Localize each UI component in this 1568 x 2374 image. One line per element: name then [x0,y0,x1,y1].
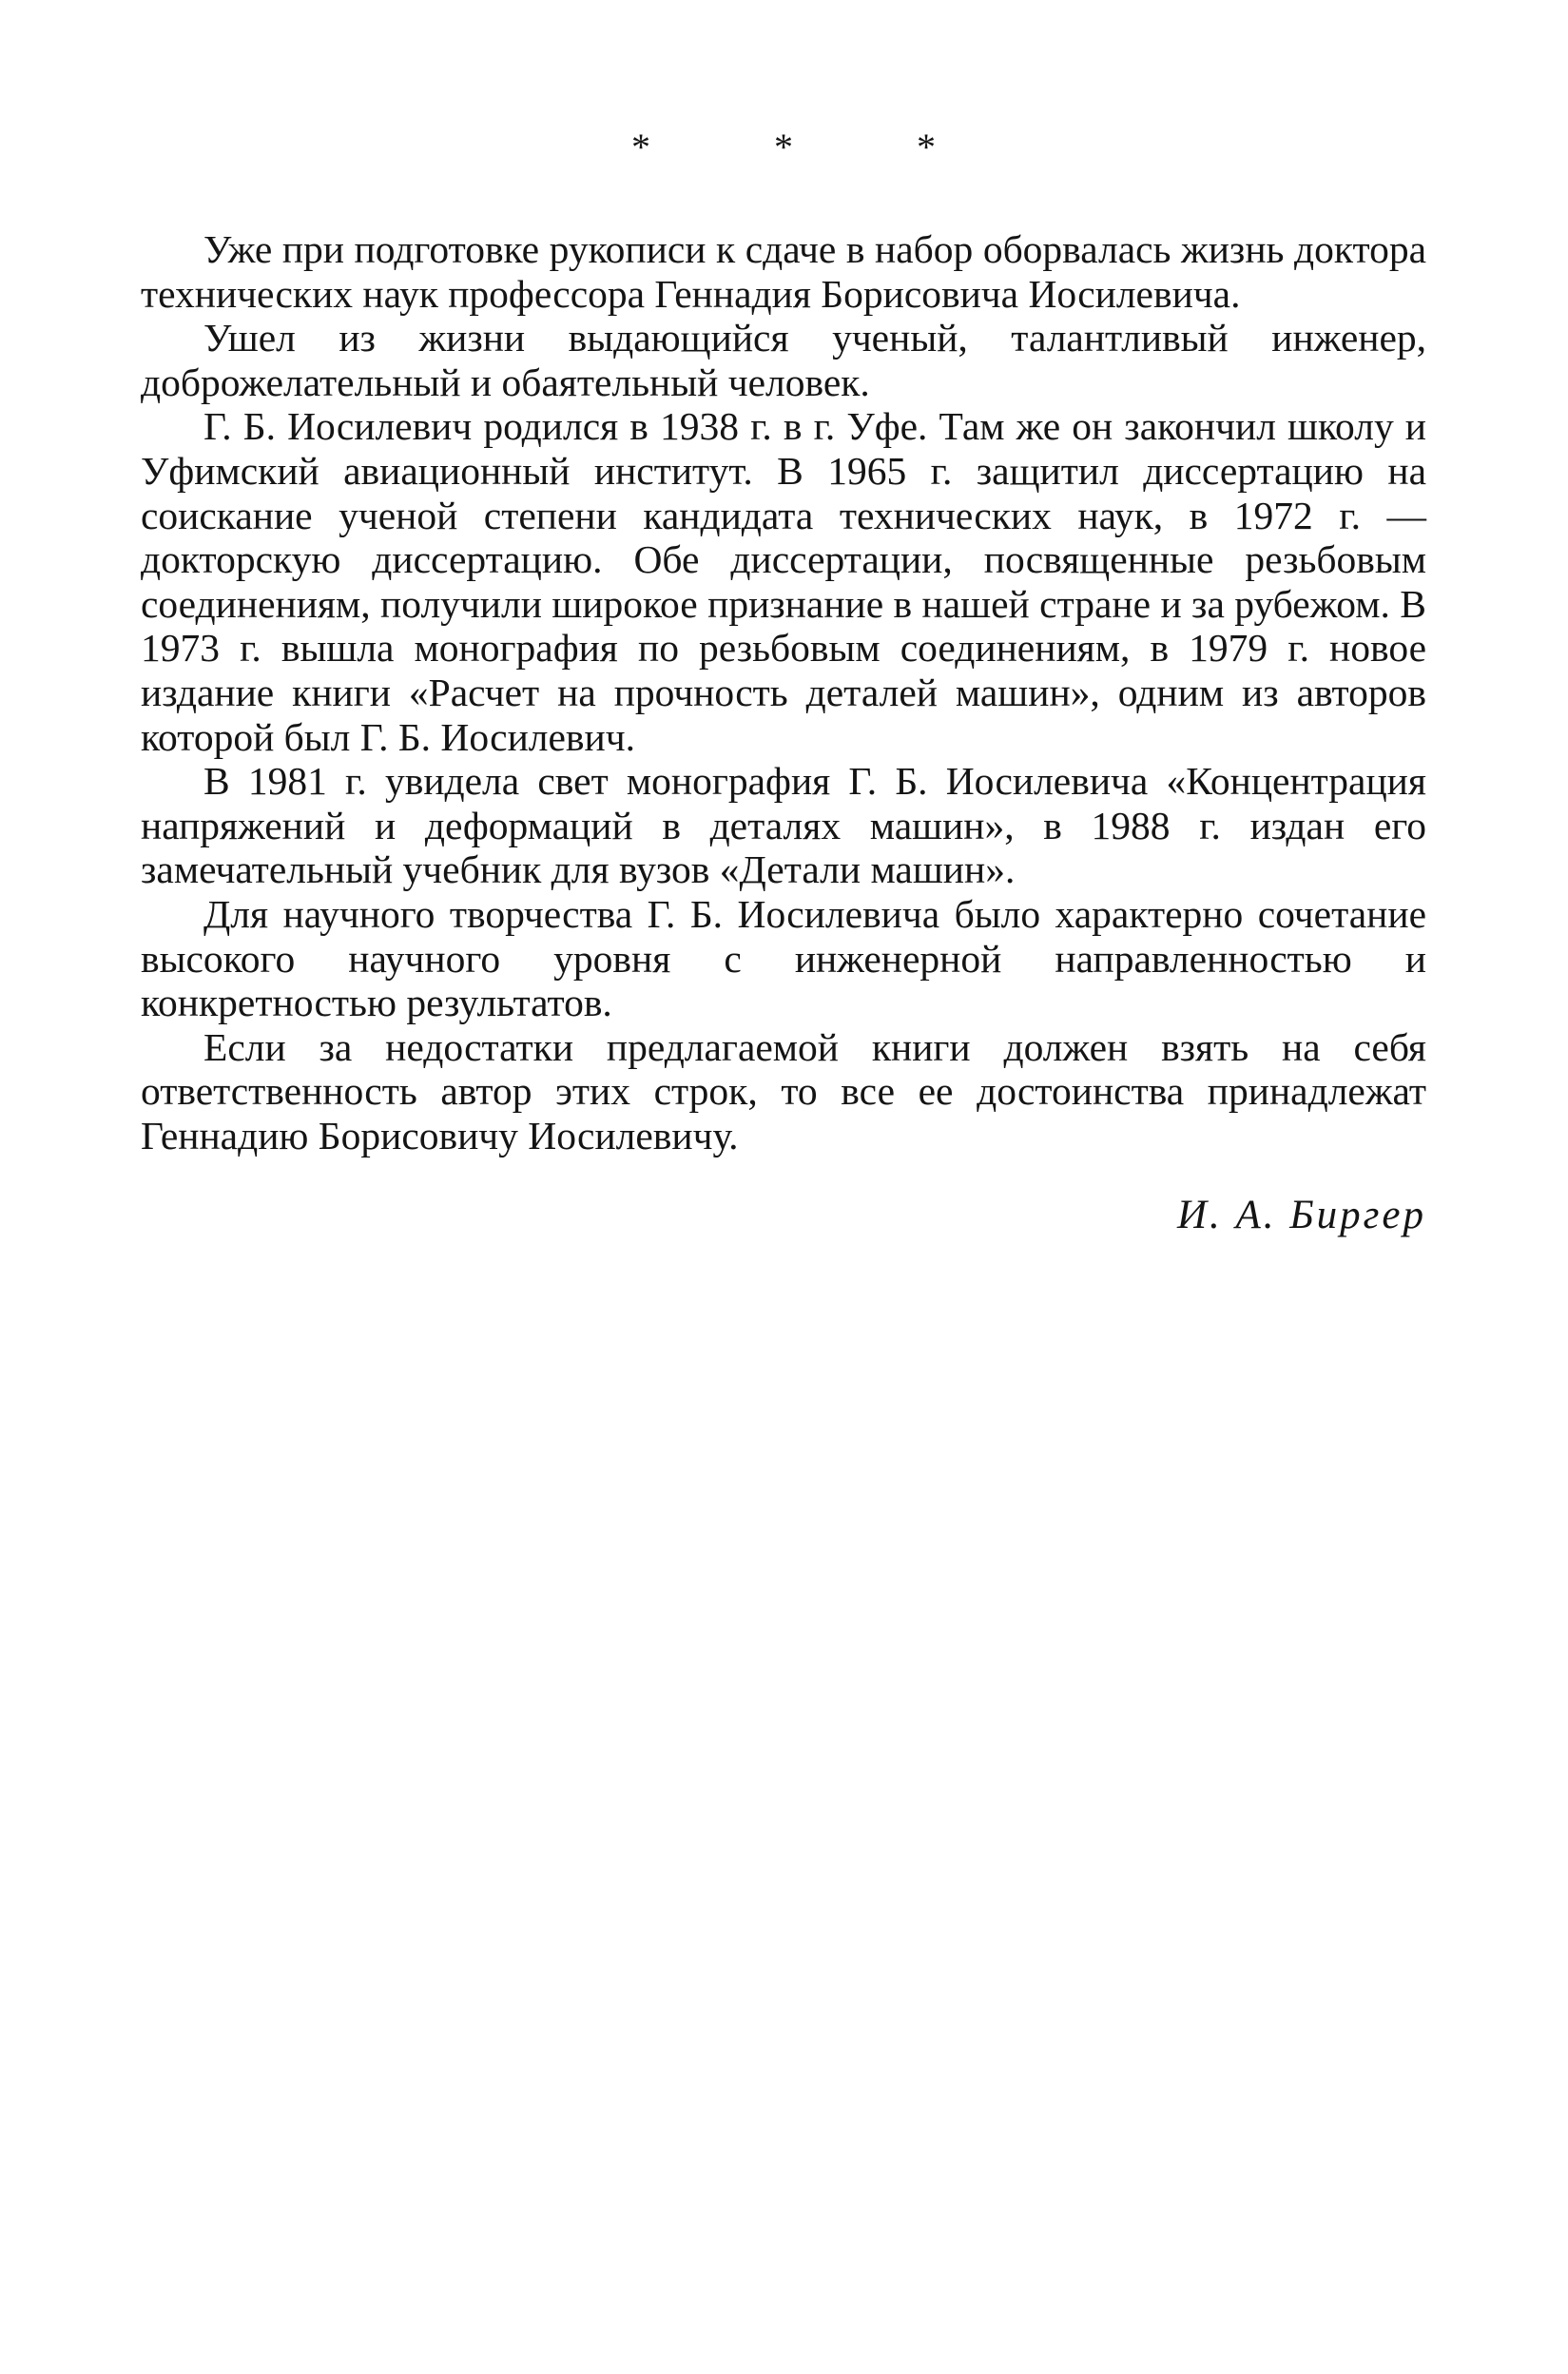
paragraph-2: Ушел из жизни выдающийся ученый, талантливый инженер, доброжелательный и обаятельный человек. [141,316,1426,404]
paragraph-6: Если за недостатки предлагаемой книги должен взять на себя ответственность автор этих строк, то все ее достоинства принадлежат Геннадию Борисовичу Иосилевичу. [141,1024,1426,1158]
paragraph-5: Для научного творчества Г. Б. Иосилевича было характерно сочетание высокого научного уровня с инженерной направленностью и конкретностью результатов. [141,891,1426,1025]
paragraph-1: Уже при подготовке рукописи к сдаче в набор оборвалась жизнь доктора технических наук профессора Геннадия Борисовича Иосилевича. [141,227,1426,316]
body-text [141,227,1426,1158]
paragraph-4: В 1981 г. увидела свет монография Г. Б. Иосилевича «Концентрация напряжений и деформаций в деталях машин», в 1988 г. издан его замечательный учебник для вузов «Детали машин». [141,759,1426,892]
author-signature: И. А. Биргер [1176,1193,1426,1238]
paragraph-3: Г. Б. Иосилевич родился в 1938 г. в г. Уфе. Там же он закончил школу и Уфимский авиационный институт. В 1965 г. защитил диссертацию на соискание ученой степени кандидата технических наук, в 1972 г. — докторскую диссертацию. Обе диссертации, посвященные резьбовым соединениям, получили широкое признание в нашей стране и за рубежом. В 1973 г. вышла монография по резьбовым соединениям, в 1979 г. новое издание книги «Расчет на прочность деталей машин», одним из авторов которой был Г. Б. Иосилевич. [141,404,1426,759]
section-separator: * * * [631,126,993,168]
page [141,119,1426,1238]
